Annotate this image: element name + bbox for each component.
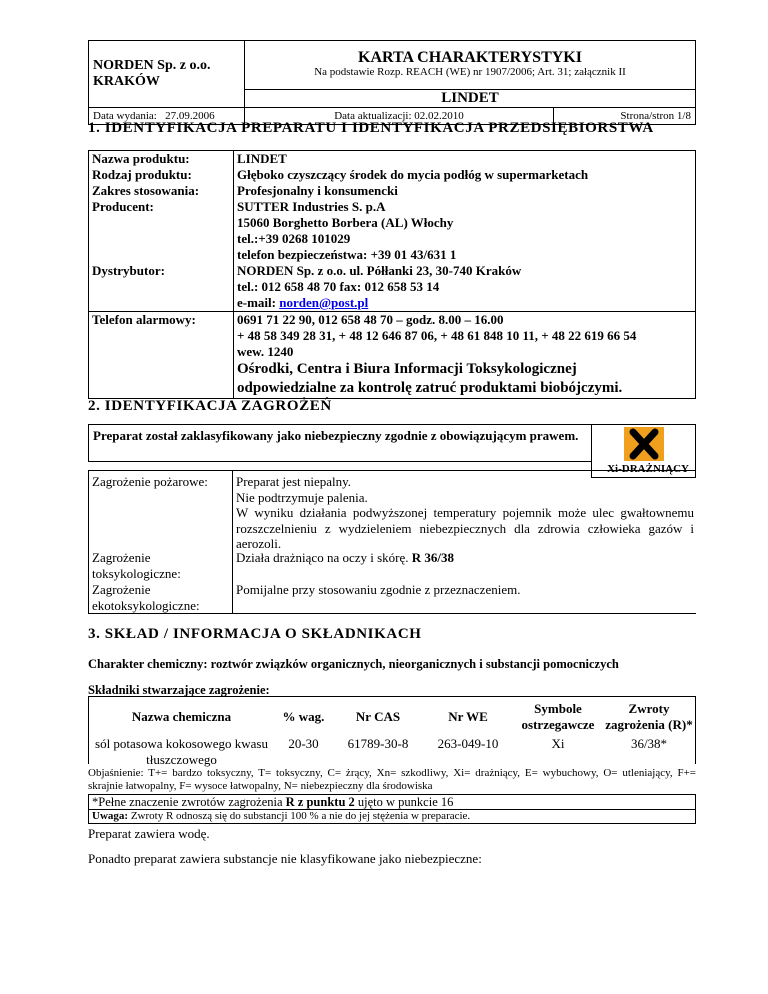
col-header-cas: Nr CAS bbox=[355, 709, 401, 724]
update-date: Data aktualizacji: 02.02.2010 bbox=[245, 108, 554, 125]
company-name: NORDEN Sp. z o.o. bbox=[93, 58, 211, 73]
fire-hazard-line: Preparat jest niepalny. bbox=[236, 474, 352, 489]
cell-cas: 61789-30-8 bbox=[347, 736, 409, 751]
tox-hazard-label: Zagrożenie toksykologiczne: bbox=[92, 550, 181, 581]
non-hazardous-statement: Ponadto preparat zawiera substancje nie klasyfikowane jako niebezpieczne: bbox=[88, 851, 482, 866]
scope-value: Profesjonalny i konsumencki bbox=[237, 183, 398, 198]
page-number: Strona/stron 1/8 bbox=[554, 108, 696, 125]
distributor-email-line bbox=[237, 295, 692, 311]
r-phrases-note bbox=[88, 794, 696, 810]
table-row bbox=[89, 735, 695, 769]
fire-hazard-line: W wyniku działania podwyższonej temperatury pojemnik może ulec gwałtownemu rozszczelnieniu z wydzieleniem niebezpiecznych dla zdrowia człowieka gazów i aerozoli. bbox=[236, 505, 694, 551]
email-label: e-mail: bbox=[237, 295, 280, 310]
composition-box bbox=[88, 696, 696, 767]
cell-symbol: Xi bbox=[551, 736, 565, 751]
tox-text: Działa drażniąco na oczy i skórę. bbox=[236, 550, 412, 565]
section-3-title: 3. SKŁAD / INFORMACJA O SKŁADNIKACH bbox=[88, 626, 422, 642]
tox-centers-line: odpowiedzialne za kontrolę zatruć produktami biobójczymi. bbox=[237, 380, 623, 396]
regulation-text: Na podstawie Rozp. REACH (WE) nr 1907/2006; Art. 31; załącznik II bbox=[314, 66, 626, 78]
hazard-labels-column bbox=[88, 470, 233, 614]
producer-line: 15060 Borghetto Borbera (AL) Włochy bbox=[237, 215, 454, 230]
fire-hazard-label: Zagrożenie pożarowe: bbox=[92, 474, 208, 489]
identification-table bbox=[88, 150, 696, 399]
col-header-symbols: Symbole ostrzegawcze bbox=[521, 701, 595, 732]
fire-hazard-text bbox=[236, 474, 694, 552]
tox-centers bbox=[237, 360, 692, 398]
tox-centers-line: Ośrodki, Centra i Biura Informacji Toksykologicznej bbox=[237, 361, 577, 377]
eco-hazard-label: Zagrożenie ekotoksykologiczne: bbox=[92, 582, 200, 613]
col-header-we: Nr WE bbox=[448, 709, 488, 724]
water-statement: Preparat zawiera wodę. bbox=[88, 826, 210, 841]
alarm-line: wew. 1240 bbox=[237, 344, 294, 359]
product-type-value: Głęboko czyszczący środek do mycia podłóg w supermarketach bbox=[237, 167, 589, 182]
abbreviation-explanation: Objaśnienie: T+= bardzo toksyczny, T= toksyczny, C= żrący, Xn= szkodliwy, Xi= drażniący, E= wybuchowy, O= utleniający, F+= skrajnie łatwopalny, F= wysoce łatwopalny, N= niebezpieczny dla środowiska bbox=[88, 767, 696, 792]
alarm-value bbox=[234, 312, 696, 399]
document-header bbox=[88, 40, 696, 125]
section-2-title: 2. IDENTYFIKACJA ZAGROŻEŃ bbox=[88, 398, 332, 414]
producer-line: SUTTER Industries S. p.A bbox=[237, 199, 386, 214]
title-cell bbox=[245, 41, 696, 90]
issue-date: 27.09.2006 bbox=[165, 110, 215, 122]
eco-hazard-text: Pomijalne przy stosowaniu zgodnie z przeznaczeniem. bbox=[236, 582, 521, 597]
warning-note bbox=[88, 809, 696, 824]
warning-label: Uwaga: bbox=[92, 810, 129, 822]
pictogram-label: Xi-DRAŻNIĄCY bbox=[607, 463, 689, 475]
cell-r-phrase: 36/38* bbox=[630, 736, 668, 751]
doc-title: KARTA CHARAKTERYSTYKI bbox=[358, 49, 582, 66]
irritant-x-icon bbox=[624, 427, 664, 461]
note-ref: R z punktu 2 bbox=[285, 795, 355, 809]
cell-chemical-name: sól potasowa kokosowego kwasu tłuszczowego bbox=[95, 736, 268, 767]
classification-statement: Preparat został zaklasyfikowany jako niebezpieczny zgodnie z obowiązującym prawem. bbox=[88, 424, 591, 462]
col-header-weight: % wag. bbox=[282, 709, 325, 724]
alarm-line: + 48 58 349 28 31, + 48 12 646 87 06, + 48 61 848 10 11, + 48 22 619 66 54 bbox=[237, 328, 637, 343]
fire-hazard-line: Nie podtrzymuje palenia. bbox=[236, 489, 368, 505]
note-text: *Pełne znaczenie zwrotów zagrożenia bbox=[92, 795, 286, 809]
company-city: KRAKÓW bbox=[93, 74, 160, 89]
cell-weight: 20-30 bbox=[288, 736, 319, 751]
composition-table bbox=[89, 699, 695, 769]
distributor-line: tel.: 012 658 48 70 fax: 012 658 53 14 bbox=[237, 279, 440, 294]
producer-line: telefon bezpieczeństwa: +39 01 43/631 1 bbox=[237, 247, 457, 262]
product-name: LINDET bbox=[245, 90, 696, 108]
product-type-label: Rodzaj produktu: bbox=[89, 167, 234, 183]
warning-text: Zwroty R odnoszą się do substancji 100 % a nie do jej stężenia w preparacie. bbox=[128, 810, 471, 822]
distributor-value bbox=[234, 263, 696, 312]
col-header-name: Nazwa chemiczna bbox=[131, 709, 232, 724]
producer-value bbox=[234, 199, 696, 263]
alarm-label: Telefon alarmowy: bbox=[89, 312, 234, 399]
chemical-character: Charakter chemiczny: roztwór związków organicznych, nieorganicznych i substancji pomocniczych bbox=[88, 657, 619, 671]
tox-hazard-text bbox=[236, 550, 454, 566]
col-header-r-phrases: Zwroty zagrożenia (R)* bbox=[605, 701, 693, 732]
producer-label: Producent: bbox=[89, 199, 234, 263]
note-text: ujęto w punkcie 16 bbox=[354, 795, 454, 809]
cell-we: 263-049-10 bbox=[437, 736, 499, 751]
email-link[interactable]: norden@post.pl bbox=[279, 295, 369, 310]
company-cell bbox=[89, 41, 245, 108]
hazardous-components-heading: Składniki stwarzające zagrożenie: bbox=[88, 683, 270, 697]
product-name-label: Nazwa produktu: bbox=[89, 151, 234, 168]
issue-label: Data wydania: bbox=[93, 110, 157, 122]
scope-label: Zakres stosowania: bbox=[89, 183, 234, 199]
product-name-value: LINDET bbox=[237, 151, 287, 166]
distributor-label: Dystrybutor: bbox=[89, 263, 234, 312]
alarm-line: 0691 71 22 90, 012 658 48 70 – godz. 8.00 – 16.00 bbox=[237, 312, 504, 327]
section-1-title: 1. IDENTYFIKACJA PREPARATU I IDENTYFIKACJA PRZEDSIĘBIORSTWA bbox=[88, 120, 654, 136]
hazard-values-column bbox=[233, 470, 696, 614]
tox-risk-code: R 36/38 bbox=[411, 550, 455, 565]
producer-line: tel.:+39 0268 101029 bbox=[237, 231, 351, 246]
distributor-line: NORDEN Sp. z o.o. ul. Półłanki 23, 30-740 Kraków bbox=[237, 263, 522, 278]
